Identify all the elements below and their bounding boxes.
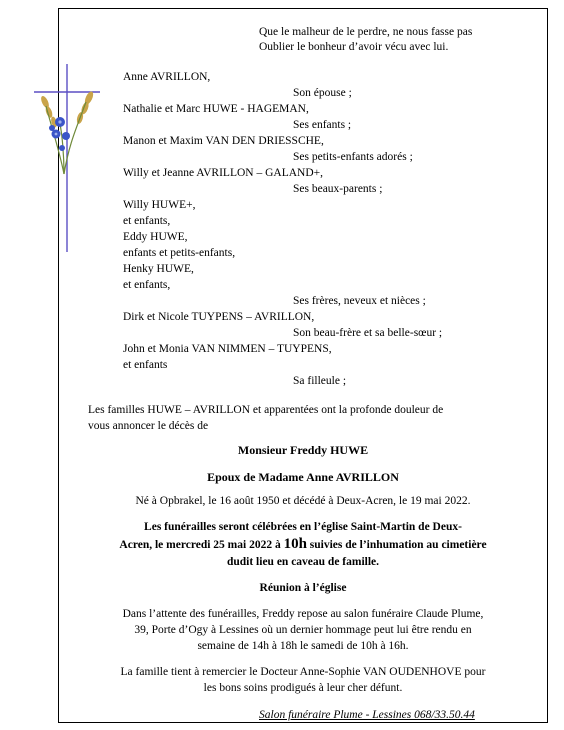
funeral-time: 10h (283, 536, 307, 552)
mourner-name: et enfants, (123, 215, 171, 227)
repose-line: Dans l’attente des funérailles, Freddy repose au salon funéraire Claude Plume, (122, 608, 484, 620)
mourner-relation: Ses enfants ; (293, 119, 352, 131)
deceased-name: Monsieur Freddy HUWE (237, 443, 369, 457)
poem-line: Oublier le bonheur d’avoir vécu avec lui. (259, 41, 449, 53)
birth-death-line: Né à Opbrakel, le 16 août 1950 et décédé à Deux-Acren, le 19 mai 2022. (135, 495, 471, 507)
funeral-line: Les funérailles seront célébrées en l’église Saint-Martin de Deux- (144, 521, 462, 533)
mourner-relation: Sa filleule ; (293, 375, 347, 387)
funeral-line (60, 537, 546, 553)
funeral-date: Acren, le mercredi 25 mai 2022 à (119, 539, 284, 551)
mourner-relation: Ses beaux-parents ; (293, 183, 383, 195)
announcement-line: vous annoncer le décès de (88, 420, 209, 432)
funeral-burial: suivies de l’inhumation au cimetière (306, 539, 487, 551)
spouse-line: Epoux de Madame Anne AVRILLON (207, 470, 399, 484)
mourner-name: et enfants (123, 359, 168, 371)
mourner-name: Eddy HUWE, (123, 231, 188, 243)
mourner-relation: Ses frères, neveux et nièces ; (293, 295, 426, 307)
repose-line: semaine de 14h à 18h le samedi de 10h à 16h. (197, 640, 409, 652)
mourner-name: John et Monia VAN NIMMEN – TUYPENS, (123, 343, 332, 355)
announcement-line: Les familles HUWE – AVRILLON et apparentées ont la profonde douleur de (88, 404, 444, 416)
mourner-name: Nathalie et Marc HUWE - HAGEMAN, (123, 103, 309, 115)
mourner-relation: Son épouse ; (293, 87, 352, 99)
reunion-heading: Réunion à l’église (259, 582, 347, 594)
poem-line: Que le malheur de le perdre, ne nous fasse pas (259, 26, 473, 38)
mourner-name: Anne AVRILLON, (123, 71, 211, 83)
mourner-name: Manon et Maxim VAN DEN DRIESSCHE, (123, 135, 324, 147)
thanks-line: La famille tient à remercier le Docteur Anne-Sophie VAN OUDENHOVE pour (120, 666, 486, 678)
mourner-relation: Son beau-frère et sa belle-sœur ; (293, 327, 443, 339)
cross-flowers-logo (34, 64, 104, 254)
mourner-name: enfants et petits-enfants, (123, 247, 236, 259)
funeral-line: dudit lieu en caveau de famille. (226, 556, 380, 568)
mourner-relation: Ses petits-enfants adorés ; (293, 151, 413, 163)
repose-line: 39, Porte d’Ogy à Lessines où un dernier hommage peut lui être rendu en (134, 624, 472, 636)
mourner-name: et enfants, (123, 279, 171, 291)
mourner-name: Dirk et Nicole TUYPENS – AVRILLON, (123, 311, 315, 323)
mourner-name: Willy HUWE+, (123, 199, 196, 211)
mourner-name: Willy et Jeanne AVRILLON – GALAND+, (123, 167, 324, 179)
funeral-home-footer: Salon funéraire Plume - Lessines 068/33.50.44 (259, 709, 475, 721)
thanks-line: les bons soins prodigués à leur cher défunt. (203, 682, 403, 694)
mourner-name: Henky HUWE, (123, 263, 194, 275)
